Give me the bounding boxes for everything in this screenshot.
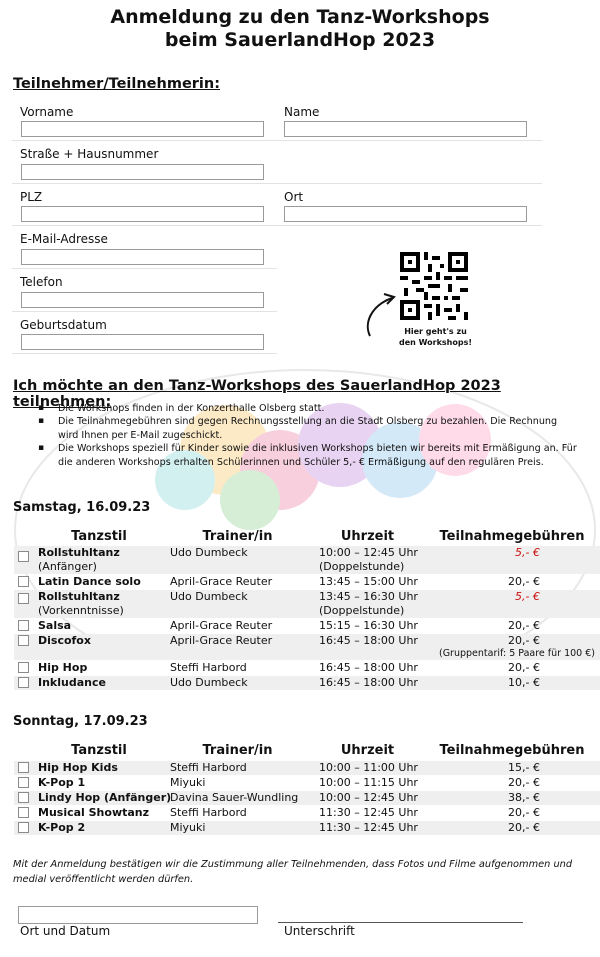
workshop-trainer: Steffi Harbord — [170, 761, 247, 774]
name-field[interactable] — [284, 121, 527, 137]
geburtsdatum-field[interactable] — [21, 334, 264, 350]
workshop-name: Musical Showtanz — [38, 806, 150, 819]
workshop-time: 10:00 – 12:45 Uhr — [319, 791, 418, 804]
workshop-name: Hip Hop Kids — [38, 761, 118, 774]
label-geburtsdatum: Geburtsdatum — [20, 318, 107, 332]
info-list — [38, 402, 578, 469]
workshop-fee: 15,- € — [508, 761, 540, 774]
workshop-trainer: Miyuki — [170, 821, 206, 834]
table-row — [14, 791, 600, 805]
workshop-trainer: Steffi Harbord — [170, 806, 247, 819]
qr-caption — [398, 326, 473, 348]
workshop-time: 11:30 – 12:45 Uhr — [319, 806, 418, 819]
table-row — [14, 546, 600, 574]
col-header-trainer: Trainer/in — [202, 529, 273, 544]
workshop-trainer: Udo Dumbeck — [170, 590, 248, 603]
workshop-checkbox[interactable] — [18, 593, 29, 604]
plz-field[interactable] — [21, 206, 264, 222]
label-ort: Ort — [284, 190, 304, 204]
workshop-checkbox[interactable] — [18, 822, 29, 833]
workshop-checkbox[interactable] — [18, 620, 29, 631]
workshop-name: K-Pop 1 — [38, 776, 86, 789]
col-header-tanzstil: Tanzstil — [71, 529, 127, 544]
label-name: Name — [284, 105, 320, 119]
saturday-heading: Samstag, 16.09.23 — [13, 500, 151, 515]
workshop-fee: 5,- € — [515, 546, 540, 559]
workshop-name: Rollstuhltanz (Vorkenntnisse) — [38, 590, 124, 617]
workshop-checkbox[interactable] — [18, 677, 29, 688]
workshop-trainer: Miyuki — [170, 776, 206, 789]
workshop-time: 16:45 – 18:00 Uhr — [319, 676, 418, 689]
table-row — [14, 676, 600, 690]
workshop-time: 13:45 – 16:30 Uhr (Doppelstunde) — [319, 590, 418, 617]
label-plz: PLZ — [20, 190, 43, 204]
qr-caption-line2: den Workshops! — [398, 338, 473, 347]
table-row — [14, 634, 600, 660]
workshop-trainer: Udo Dumbeck — [170, 676, 248, 689]
label-ort-datum: Ort und Datum — [20, 924, 111, 938]
label-telefon: Telefon — [20, 275, 63, 289]
workshop-fee: 20,- € — [508, 634, 540, 647]
workshop-name: Lindy Hop (Anfänger) — [38, 791, 172, 804]
table-row — [14, 776, 600, 790]
document-title — [0, 6, 600, 52]
workshop-checkbox[interactable] — [18, 807, 29, 818]
workshop-fee: 20,- € — [508, 661, 540, 674]
workshop-checkbox[interactable] — [18, 662, 29, 673]
qr-caption-line1: Hier geht's zu — [404, 327, 467, 336]
group-rate-note: (Gruppentarif: 5 Paare für 100 €) — [438, 648, 595, 659]
workshop-time: 10:00 – 11:00 Uhr — [319, 761, 418, 774]
workshop-fee: 20,- € — [508, 821, 540, 834]
divider — [12, 311, 277, 312]
qr-code-icon[interactable] — [400, 252, 468, 320]
col-header-tanzstil: Tanzstil — [71, 743, 127, 758]
divider — [12, 225, 542, 226]
workshop-time: 11:30 – 12:45 Uhr — [319, 821, 418, 834]
photo-consent-text: Mit der Anmeldung bestätigen wir die Zustimmung aller Teilnehmenden, dass Fotos und Filme aufgenommen und medial veröffentlicht werden dürfen. — [13, 859, 573, 885]
table-row — [14, 661, 600, 675]
table-row — [14, 590, 600, 618]
col-header-uhrzeit: Uhrzeit — [340, 743, 395, 758]
workshop-fee: 38,- € — [508, 791, 540, 804]
workshop-name: Hip Hop — [38, 661, 88, 674]
col-header-gebuehr: Teilnahmegebühren — [439, 743, 585, 758]
workshop-checkbox[interactable] — [18, 635, 29, 646]
workshop-trainer: Davina Sauer-Wundling — [170, 791, 299, 804]
workshop-checkbox[interactable] — [18, 551, 29, 562]
workshop-name: K-Pop 2 — [38, 821, 86, 834]
col-header-uhrzeit: Uhrzeit — [340, 529, 395, 544]
workshop-fee: 5,- € — [515, 590, 540, 603]
workshop-checkbox[interactable] — [18, 792, 29, 803]
workshop-name: Rollstuhltanz (Anfänger) — [38, 546, 120, 573]
arrow-icon — [362, 290, 402, 340]
sunday-heading: Sonntag, 17.09.23 — [13, 714, 148, 729]
workshop-name: Latin Dance solo — [38, 575, 141, 588]
workshop-name: Discofox — [38, 634, 91, 647]
title-line1: Anmeldung zu den Tanz-Workshops — [110, 6, 490, 28]
strasse-field[interactable] — [21, 164, 264, 180]
divider — [12, 353, 277, 354]
workshop-time: 16:45 – 18:00 Uhr — [319, 661, 418, 674]
workshop-checkbox[interactable] — [18, 762, 29, 773]
table-row — [14, 806, 600, 820]
table-row — [14, 575, 600, 589]
info-item: ▪ Die Teilnahmegebühren sind gegen Rechnungsstellung an die Stadt Olsberg zu bezahlen. Die Rechnung wird Ihnen per E-Mail zugeschickt. — [38, 415, 578, 442]
participant-heading: Teilnehmer/Teilnehmerin: — [13, 76, 221, 92]
col-header-gebuehr: Teilnahmegebühren — [439, 529, 585, 544]
workshop-fee: 10,- € — [508, 676, 540, 689]
telefon-field[interactable] — [21, 292, 264, 308]
ort-datum-field[interactable] — [18, 906, 258, 924]
vorname-field[interactable] — [21, 121, 264, 137]
workshop-checkbox[interactable] — [18, 777, 29, 788]
label-vorname: Vorname — [20, 105, 74, 119]
workshop-fee: 20,- € — [508, 806, 540, 819]
workshop-time: 10:00 – 12:45 Uhr (Doppelstunde) — [319, 546, 418, 573]
signature-line[interactable] — [278, 922, 523, 923]
workshop-trainer: Udo Dumbeck — [170, 546, 248, 559]
divider — [12, 183, 542, 184]
workshop-trainer: April-Grace Reuter — [170, 619, 273, 632]
workshop-fee: 20,- € — [508, 776, 540, 789]
table-row — [14, 821, 600, 835]
label-email: E-Mail-Adresse — [20, 232, 108, 246]
table-row — [14, 619, 600, 633]
workshop-name: Salsa — [38, 619, 72, 632]
workshop-fee: 20,- € — [508, 575, 540, 588]
divider — [12, 268, 277, 269]
workshop-trainer: April-Grace Reuter — [170, 634, 273, 647]
col-header-trainer: Trainer/in — [202, 743, 273, 758]
ort-field[interactable] — [284, 206, 527, 222]
title-line2: beim SauerlandHop 2023 — [164, 29, 436, 51]
info-item: ▪ Die Workshops speziell für Kinder sowie die inklusiven Workshops bieten wir bereits mit Ermäßigung an. Für die anderen Workshops erhalten Schülerinnen und Schüler 5,- € Ermäßigung auf den regulären Preis. — [38, 442, 578, 469]
label-strasse: Straße + Hausnummer — [20, 147, 159, 161]
workshop-name: Inkludance — [38, 676, 106, 689]
workshop-time: 16:45 – 18:00 Uhr — [319, 634, 418, 647]
table-row — [14, 761, 600, 775]
workshop-fee: 20,- € — [508, 619, 540, 632]
workshop-checkbox[interactable] — [18, 576, 29, 587]
workshop-time: 15:15 – 16:30 Uhr — [319, 619, 418, 632]
workshops-heading: Ich möchte an den Tanz-Workshops des SauerlandHop 2023 teilnehmen: — [13, 378, 501, 410]
email-field[interactable] — [21, 249, 264, 265]
divider — [12, 140, 542, 141]
workshop-time: 10:00 – 11:15 Uhr — [319, 776, 418, 789]
workshop-trainer: April-Grace Reuter — [170, 575, 273, 588]
label-unterschrift: Unterschrift — [284, 924, 355, 938]
workshop-time: 13:45 – 15:00 Uhr — [319, 575, 418, 588]
workshop-trainer: Steffi Harbord — [170, 661, 247, 674]
info-item: ▪ Die Workshops finden in der Konzerthalle Olsberg statt. — [38, 402, 578, 415]
